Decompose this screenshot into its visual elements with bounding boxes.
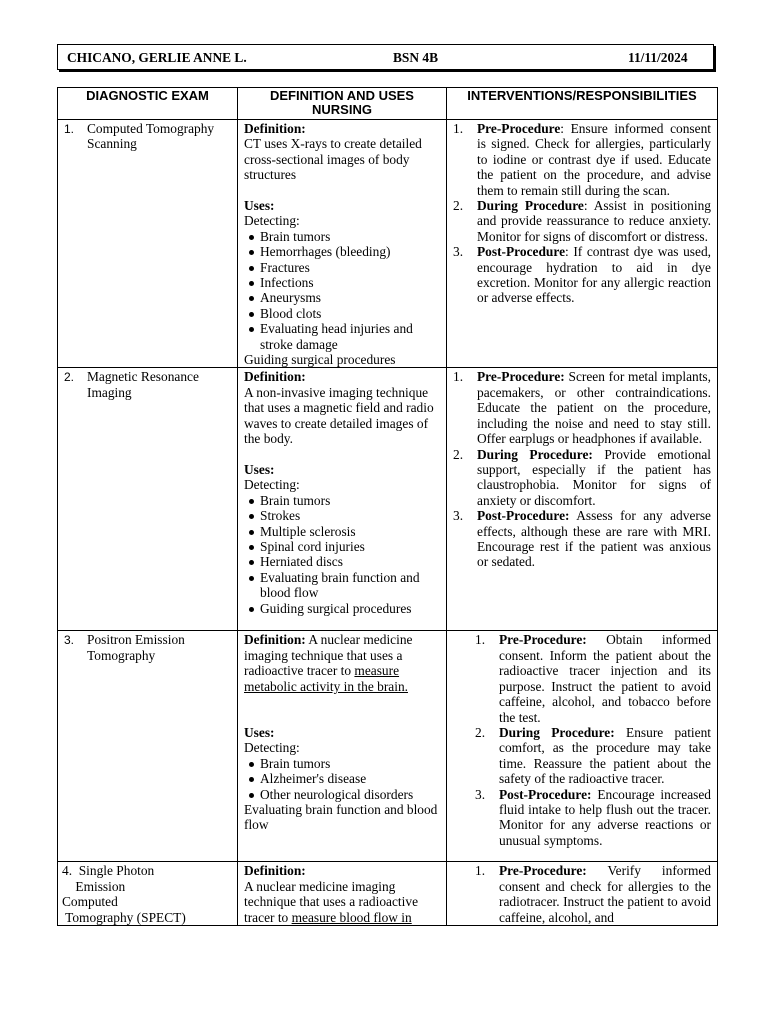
list-item: Aneurysms (244, 290, 440, 305)
student-header (57, 44, 714, 70)
list-item: Spinal cord injuries (244, 539, 440, 554)
interventions-cell (447, 368, 717, 569)
list-item: 3. Post-Procedure: If contrast dye was used, encourage hydration to aid in dye excretion. Monitor for any allergic reaction or adverse effects. (453, 244, 711, 306)
detecting-label: Detecting: (244, 477, 300, 493)
header-definition-uses: DEFINITION AND USES NURSING (238, 88, 447, 120)
diagnostic-exam-table (57, 87, 718, 926)
list-item: Infections (244, 275, 440, 290)
list-item: 2. During Procedure: Assist in positioning and provide reassurance to reduce anxiety. Monitor for signs of discomfort or distress. (453, 198, 711, 244)
interventions-cell (447, 862, 717, 925)
exam-name: Positron Emission Tomography (87, 632, 185, 663)
definition-cell (238, 631, 446, 832)
uses-label: Uses: (244, 461, 275, 477)
list-item: Other neurological disorders (244, 787, 440, 802)
list-item: 3. Post-Procedure: Assess for any adverse effects, although these are rare with MRI. Encourage rest if the patient was anxious or sedated. (453, 508, 711, 570)
definition-underlined: measure blood flow in (291, 909, 412, 925)
header-diagnostic-exam: DIAGNOSTIC EXAM (58, 88, 238, 120)
trailing-use: Evaluating brain function and blood flow (244, 801, 438, 833)
trailing-use: Guiding surgical procedures (244, 352, 396, 368)
exam-number: 3. (64, 633, 75, 648)
list-item: Guiding surgical procedures (244, 601, 440, 616)
list-item: 2. During Procedure: Ensure patient comfort, as the procedure may take time. Reassure the patient about the safety of the radioactive tracer. (475, 724, 711, 787)
student-section: BSN 4B (393, 50, 439, 65)
uses-list (244, 493, 440, 616)
list-item: Multiple sclerosis (244, 524, 440, 539)
uses-list (244, 756, 440, 802)
list-item: 1. Pre-Procedure: Screen for metal implants, pacemakers, or other contraindications. Educate the patient on the procedure, including the noise and need to stay still. Offer earplugs or headphones if available. (453, 369, 711, 447)
list-item: Fractures (244, 260, 440, 275)
list-item: Brain tumors (244, 229, 440, 244)
definition-label: Definition: (244, 121, 306, 136)
list-item: 1. Pre-Procedure: Ensure informed consent is signed. Check for allergies, particularly to iodine or contrast dye if used. Educate the patient on the procedure, and advise them to remain still during the scan. (453, 121, 711, 198)
list-item: 2. During Procedure: Provide emotional support, especially if the patient has claustrophobia. Monitor for signs of anxiety or discomfort. (453, 446, 711, 508)
list-item: 3. Post-Procedure: Encourage increased fluid intake to help flush out the tracer. Monitor for any adverse reactions or unusual symptoms. (475, 786, 711, 848)
table-row (58, 120, 718, 368)
uses-label: Uses: (244, 724, 275, 740)
definition-label: Definition: (244, 632, 306, 648)
table-row (58, 368, 718, 631)
exam-name-cell (58, 120, 237, 152)
table-row (58, 862, 718, 926)
definition-text: A nuclear medicine imaging technique that uses a radioactive tracer to (244, 878, 419, 925)
definition-cell (238, 120, 446, 367)
exam-name-cell (58, 631, 237, 663)
list-item: Evaluating brain function and blood flow (244, 570, 440, 601)
list-item: 1. Pre-Procedure: Verify informed consent and check for allergies to the radiotracer. Instruct the patient to avoid caffeine, alcohol, and (475, 863, 711, 925)
definition-text: CT uses X-rays to create detailed cross-sectional images of body structures (244, 136, 422, 183)
exam-name: Magnetic Resonance Imaging (87, 369, 199, 400)
list-item: Brain tumors (244, 493, 440, 508)
document-date: 11/11/2024 (628, 50, 688, 65)
table-row (58, 631, 718, 862)
exam-number: 1. (64, 122, 75, 136)
interventions-cell (447, 120, 717, 306)
definition-underlined: measure metabolic activity in the brain. (244, 663, 408, 694)
definition-text: A nuclear medicine imaging technique that uses a radioactive tracer to (244, 632, 413, 679)
list-item: Strokes (244, 508, 440, 523)
exam-name: 4. Single Photon Emission Computed Tomography (SPECT) (62, 863, 186, 925)
uses-label: Uses: (244, 198, 275, 214)
exam-name: Computed Tomography Scanning (87, 121, 215, 152)
definition-cell (238, 862, 446, 925)
interventions-cell (447, 631, 717, 848)
student-name: CHICANO, GERLIE ANNE L. (67, 50, 247, 65)
list-item: Herniated discs (244, 554, 440, 569)
definition-text: A non-invasive imaging technique that uses a magnetic field and radio waves to create detailed images of the body. (244, 384, 434, 447)
table-header-row (58, 88, 718, 120)
definition-cell (238, 368, 446, 615)
detecting-label: Detecting: (244, 740, 300, 756)
exam-name-cell (58, 368, 237, 400)
definition-label: Definition: (244, 863, 306, 879)
detecting-label: Detecting: (244, 213, 300, 229)
list-item: 1. Pre-Procedure: Obtain informed consent. Inform the patient about the radioactive tracer injection and its purpose. Instruct the patient to avoid caffeine, alcohol, and tobacco before the test. (475, 632, 711, 725)
list-item: Brain tumors (244, 756, 440, 771)
list-item: Evaluating head injuries and stroke damage (244, 321, 440, 352)
list-item: Hemorrhages (bleeding) (244, 244, 440, 259)
list-item: Alzheimer's disease (244, 771, 440, 786)
list-item: Blood clots (244, 306, 440, 321)
header-interventions: INTERVENTIONS/RESPONSIBILITIES (447, 88, 718, 120)
exam-number: 2. (64, 370, 75, 385)
uses-list (244, 229, 440, 352)
definition-label: Definition: (244, 369, 306, 385)
